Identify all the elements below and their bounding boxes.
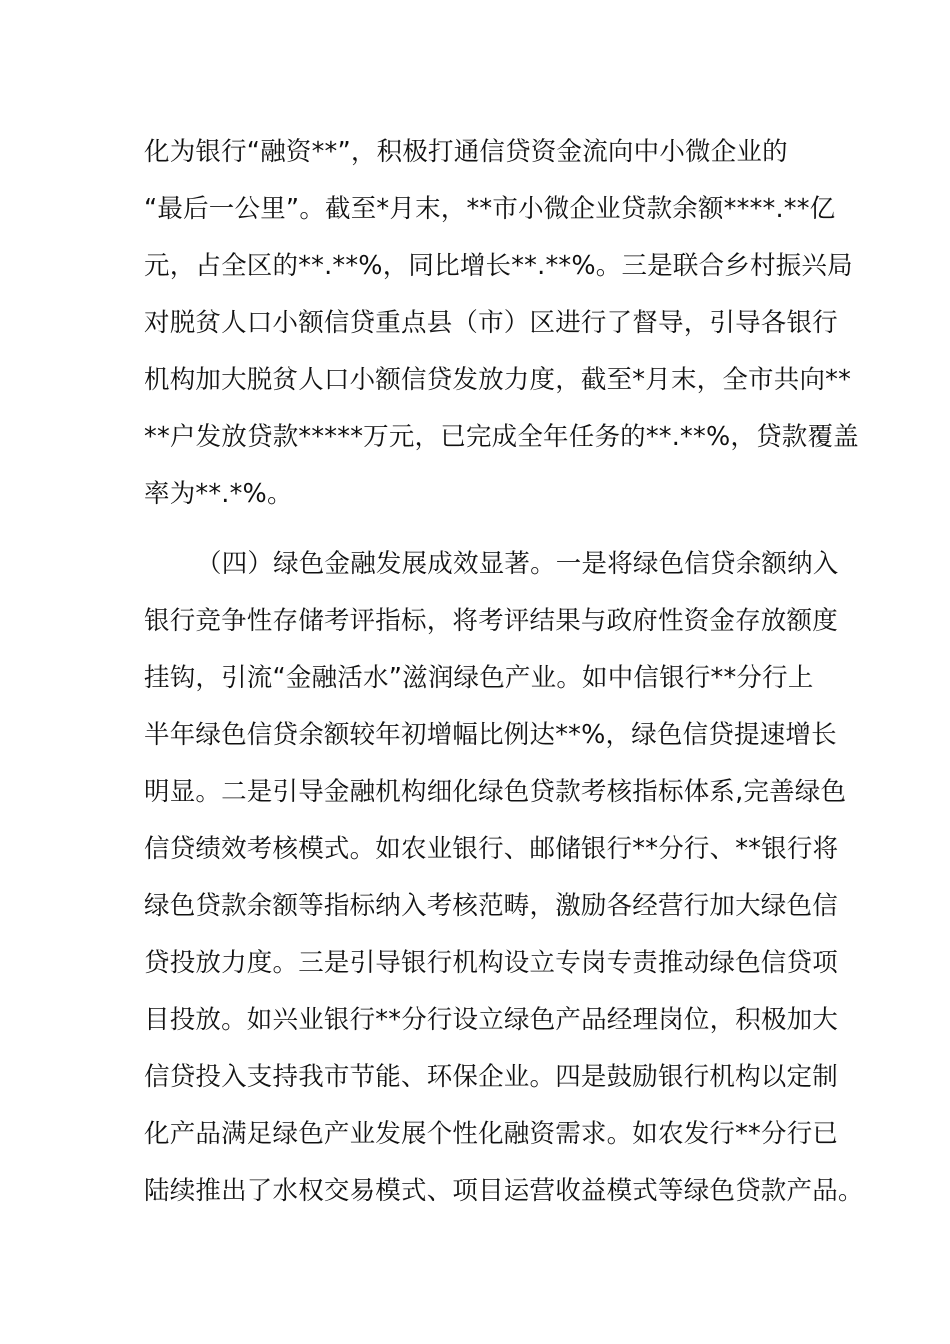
text-line: 对脱贫人口小额信贷重点县（市）区进行了督导，引导各银行 bbox=[144, 308, 838, 338]
text-line: 目投放。如兴业银行**分行设立绿色产品经理岗位，积极加大 bbox=[144, 1005, 839, 1035]
text-line: 绿色贷款余额等指标纳入考核范畴，激励各经营行加大绿色信 bbox=[144, 891, 838, 921]
text-line: 信贷投入支持我市节能、环保企业。四是鼓励银行机构以定制 bbox=[144, 1062, 838, 1092]
text-line: 挂钩，引流“金融活水”滋润绿色产业。如中信银行**分行上 bbox=[144, 663, 814, 693]
text-line: 陆续推出了水权交易模式、项目运营收益模式等绿色贷款产品。 bbox=[144, 1176, 864, 1206]
text-line: 半年绿色信贷余额较年初增幅比例达**%，绿色信贷提速增长 bbox=[144, 720, 837, 750]
text-line: 化产品满足绿色产业发展个性化融资需求。如农发行**分行已 bbox=[144, 1119, 839, 1149]
text-line: 率为**.*%。 bbox=[144, 479, 293, 509]
text-line: 元，占全区的**.**%，同比增长**.**%。三是联合乡村振兴局 bbox=[144, 251, 853, 281]
text-line: “最后一公里”。截至*月末，**市小微企业贷款余额****.**亿 bbox=[144, 194, 836, 224]
text-line: 明显。二是引导金融机构细化绿色贷款考核指标体系,完善绿色 bbox=[144, 777, 847, 807]
text-line: 化为银行“融资**”，积极打通信贷资金流向中小微企业的 bbox=[144, 137, 788, 167]
text-line: **户发放贷款*****万元，已完成全年任务的**.**%，贷款覆盖 bbox=[144, 422, 859, 452]
text-line: 机构加大脱贫人口小额信贷发放力度，截至*月末，全市共向** bbox=[144, 365, 852, 395]
text-line: 贷投放力度。三是引导银行机构设立专岗专责推动绿色信贷项 bbox=[144, 948, 838, 978]
text-line: 信贷绩效考核模式。如农业银行、邮储银行**分行、**银行将 bbox=[144, 834, 839, 864]
text-line: 银行竞争性存储考评指标，将考评结果与政府性资金存放额度 bbox=[144, 606, 838, 636]
section-heading-line: （四）绿色金融发展成效显著。一是将绿色信贷余额纳入 bbox=[196, 549, 839, 579]
